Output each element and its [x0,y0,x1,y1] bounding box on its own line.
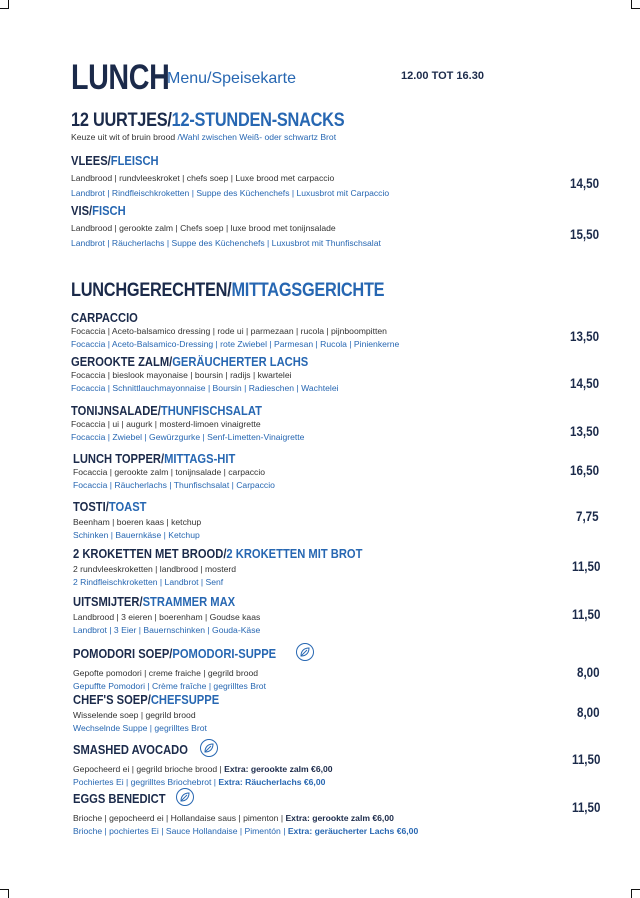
menu-header [71,58,591,98]
item-description-nl: Gepofte pomodori | creme fraiche | gegrild brood [73,668,259,678]
menu-item [71,354,347,395]
item-description-nl: Focaccia | Aceto-balsamico dressing | rode ui | parmezaan | rucola | pijnboompitten [71,326,387,336]
menu-item [73,642,315,693]
leaf-badge-icon [175,787,195,812]
item-price: 8,00 [577,665,600,680]
item-price: 11,50 [572,800,601,815]
item-title: CARPACCIO [71,310,138,325]
item-extra-nl: Extra: gerookte zalm €6,00 [285,813,394,823]
item-price: 7,75 [576,509,599,524]
item-extra-de: Extra: Räucherlachs €6,00 [218,777,326,787]
item-price: 16,50 [570,463,600,478]
menu-item [71,310,399,351]
item-description-de: Wechselnde Suppe | gegrilltes Brot [73,723,207,733]
item-title: POMODORI SOEP/POMODORI-SUPPE [73,646,277,661]
section-note: Keuze uit wit of bruin brood /Wahl zwischen Weiß- oder schwartz Brot [71,132,337,142]
item-title: CHEF'S SOEP/CHEFSUPPE [73,692,220,707]
item-description-de: Gepuffte Pomodori | Crème fraîche | gegrilltes Brot [73,681,266,691]
item-title: GEROOKTE ZALM/GERÄUCHERTER LACHS [71,354,309,369]
item-extra-nl: Extra: gerookte zalm €6,00 [224,764,333,774]
item-description-de: Focaccia | Zwiebel | Gewürzgurke | Senf-Limetten-Vinaigrette [71,432,305,442]
item-title: EGGS BENEDICT [73,791,166,806]
item-price: 15,50 [570,227,600,242]
item-price: 11,50 [572,752,601,767]
item-title: 2 KROKETTEN MET BROOD/2 KROKETTEN MIT BROT [73,546,363,561]
menu-item [73,787,418,838]
item-title: VIS/FISCH [71,203,126,218]
crop-mark-bottom-left [0,889,9,898]
section-title: 12 UURTJES/12-STUNDEN-SNACKS [71,110,345,131]
item-price: 14,50 [570,176,600,191]
item-title: UITSMIJTER/STRAMMER MAX [73,594,236,609]
menu-item [73,546,410,589]
item-description-de: Focaccia | Schnittlauchmayonnaise | Boursin | Radieschen | Wachtelei [71,383,339,393]
item-description-nl: Focaccia | gerookte zalm | tonijnsalade | carpaccio [73,467,266,477]
crop-mark-top-left [0,0,9,9]
item-description-nl: Focaccia | ui | augurk | mosterd-limoen vinaigrette [71,419,261,429]
item-price: 8,00 [577,705,600,720]
menu-item [71,153,389,200]
item-description-nl: Landbrood | 3 eieren | boerenham | Goudse kaas [73,612,261,622]
menu-item [73,594,262,637]
item-price: 11,50 [572,607,601,622]
item-title: VLEES/FLEISCH [71,153,159,168]
item-description-nl: Landbrood | rundvleeskroket | chefs soep | Luxe brood met carpaccio [71,173,335,183]
item-title: TOSTI/TOAST [73,499,147,514]
section-snacks [71,110,389,132]
item-description-de: Focaccia | Aceto-Balsamico-Dressing | rote Zwiebel | Parmesan | Rucola | Pinienkerne [71,339,400,349]
crop-mark-top-right [631,0,640,9]
item-price: 13,50 [570,329,600,344]
item-price: 14,50 [570,376,600,391]
item-description-nl: Landbrood | gerookte zalm | Chefs soep | luxe brood met tonijnsalade [71,223,336,233]
leaf-badge-icon [295,642,315,667]
item-description-nl: 2 rundvleeskroketten | landbrood | mosterd [73,564,237,574]
leaf-badge-icon [199,738,219,763]
menu-item [73,499,201,542]
item-description-de: Landbrot | Räucherlachs | Suppe des Küchenchefs | Luxusbrot mit Thunfischsalat [71,238,381,248]
menu-item [71,403,304,444]
item-description-de: Focaccia | Räucherlachs | Thunfischsalat | Carpaccio [73,480,275,490]
item-description-de: Landbrot | Rindfleischkroketten | Suppe des Küchenchefs | Luxusbrot mit Carpaccio [71,188,390,198]
item-price: 13,50 [570,424,600,439]
item-description-de: 2 Rindfleischkroketten | Landbrot | Senf [73,577,224,587]
menu-item [73,451,275,492]
item-description-de: Brioche | pochiertes Ei | Sauce Hollandaise | Pimentón | Extra: geräucherter Lachs €6,00 [73,826,419,836]
menu-item [71,203,381,250]
item-description-de: Pochiertes Ei | gegrilltes Briochebrot | Extra: Räucherlachs €6,00 [73,777,326,787]
item-description-de: Schinken | Bauernkäse | Ketchup [73,530,200,540]
opening-hours: 12.00 TOT 16.30 [401,70,484,82]
item-description-nl: Brioche | gepocheerd ei | Hollandaise saus | pimenton | Extra: gerookte zalm €6,00 [73,813,394,823]
section-title: LUNCHGERECHTEN/MITTAGSGERICHTE [71,280,385,301]
item-title: LUNCH TOPPER/MITTAGS-HIT [73,451,236,466]
crop-mark-bottom-right [631,889,640,898]
item-title: SMASHED AVOCADO [73,742,188,757]
item-description-nl: Gepocheerd ei | gegrild brioche brood | Extra: gerookte zalm €6,00 [73,764,333,774]
item-description-nl: Beenham | boeren kaas | ketchup [73,517,202,527]
item-description-de: Landbrot | 3 Eier | Bauernschinken | Gouda-Käse [73,625,261,635]
menu-item [73,738,333,789]
section-lunch [71,280,435,302]
page-subtitle: Menu/Speisekarte [167,70,296,87]
item-title: TONIJNSALADE/THUNFISCHSALAT [71,403,262,418]
menu-item [73,692,243,735]
item-description-nl: Wisselende soep | gegrild brood [73,710,196,720]
item-extra-de: Extra: geräucherter Lachs €6,00 [287,826,419,836]
item-description-nl: Focaccia | bieslook mayonaise | boursin | radijs | kwartelei [71,370,292,380]
page-title: LUNCH [71,58,170,97]
item-price: 11,50 [572,559,601,574]
